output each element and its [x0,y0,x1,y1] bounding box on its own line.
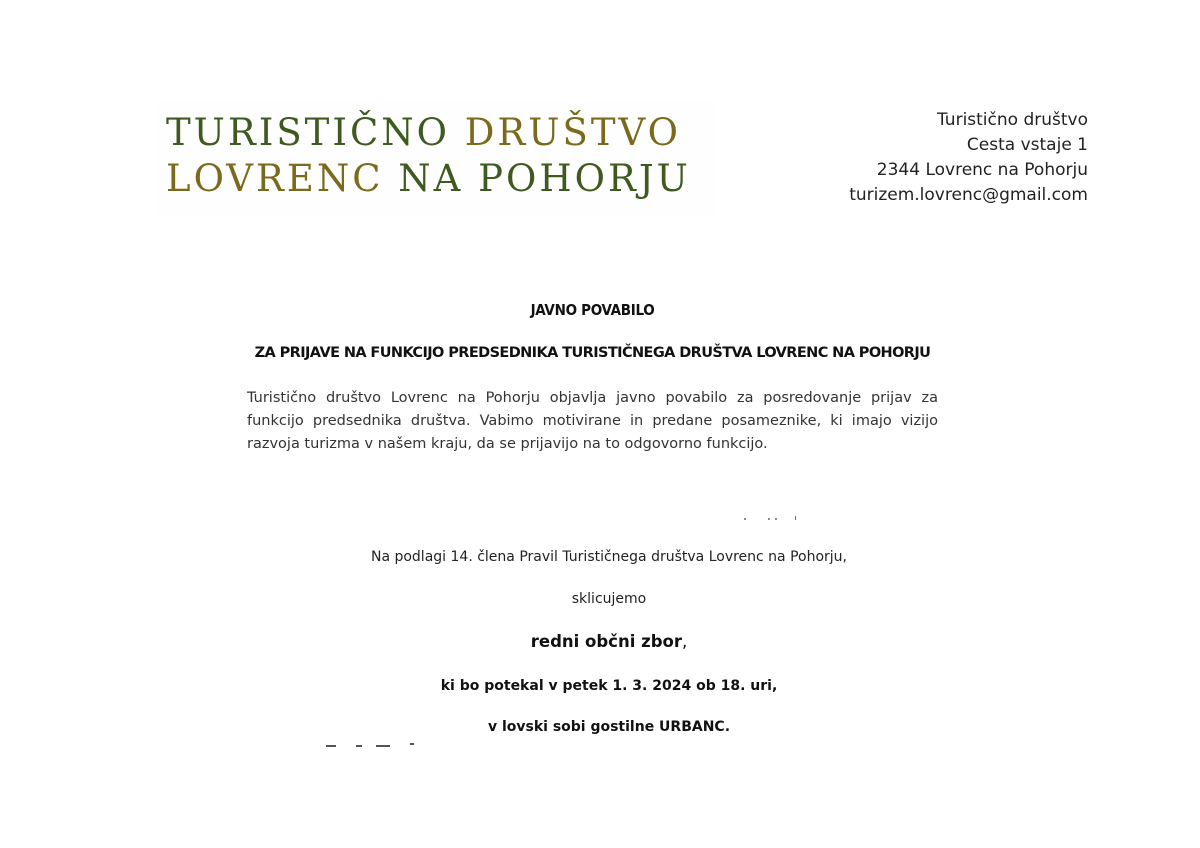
legal-basis-line: Na podlagi 14. člena Pravil Turističnega društva Lovrenc na Pohorju, [370,549,848,565]
convene-line: sklicujemo [571,591,647,607]
meeting-name-bold: redni občni zbor [530,632,682,651]
logo-word-drustvo: DRUŠTVO [464,111,681,154]
meeting-date-line: ki bo potekal v petek 1. 3. 2024 ob 18. uri, [440,678,778,694]
meeting-name [0,632,1200,651]
logo-word-na-pohorju: NA POHORJU [398,157,691,200]
logo-word-lovrenc: LOVRENC [166,157,384,200]
logo-line-1 [166,111,681,154]
meeting-location-line: v lovski sobi gostilne URBANC. [487,719,731,735]
address-email: turizem.lovrenc@gmail.com [849,185,1088,205]
document-subtitle: ZA PRIJAVE NA FUNKCIJO PREDSEDNIKA TURISTIČNEGA DRUŠTVA LOVRENC NA POHORJU [254,345,931,361]
address-name: Turistično društvo [937,110,1088,130]
society-logo [158,100,716,216]
address-block [849,108,1088,208]
logo-word-turisticno: TURISTIČNO [166,111,450,154]
logo-line-2 [166,157,691,200]
address-city: 2344 Lovrenc na Pohorju [876,160,1088,180]
meeting-name-comma: , [682,632,688,651]
address-street: Cesta vstaje 1 [966,135,1088,155]
document-title: JAVNO POVABILO [530,301,655,319]
intro-paragraph: Turistično društvo Lovrenc na Pohorju objavlja javno povabilo za posredovanje prijav za funkcijo predsednika društva. Vabimo motivirane in predane posameznike, ki imajo vizijo razvoja turizma v našem kraju, da se prijavijo na to odgovorno funkcijo. [247,390,938,452]
scan-artifact [744,515,798,521]
cut-off-text-fragment [326,741,446,749]
